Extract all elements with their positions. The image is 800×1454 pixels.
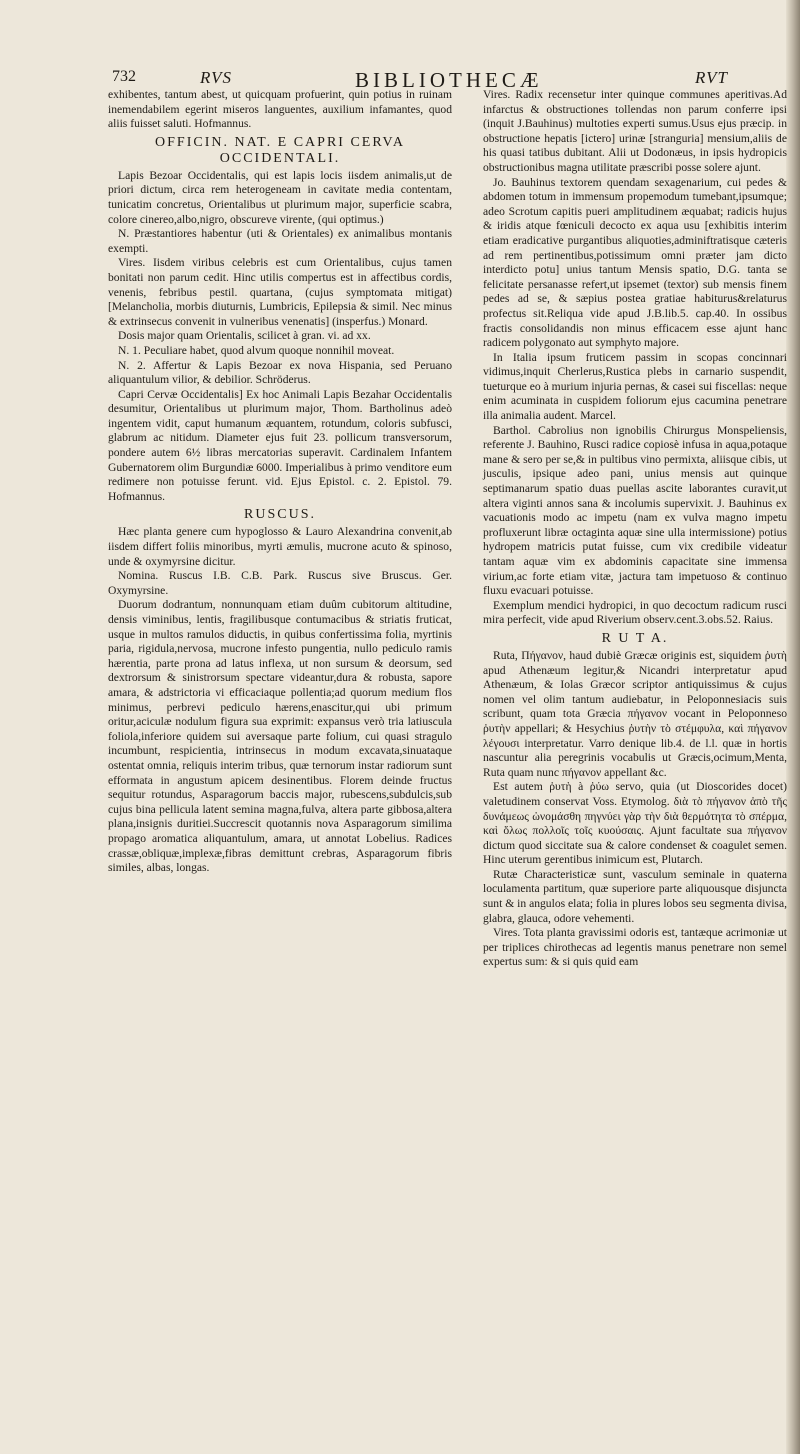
- text-paragraph: Duorum dodrantum, nonnunquam etiam duûm cubitorum altitudine, densis viminibus, lentis, fragilibusque contumacibus & striatis fruticat, usque in multos ramulos diductis, in quibus confertissima folia, myrtinis paria, rigidula,nervosa, mucrone infesto pungentia, nullo pediculo ramis hærentia, parte prona ad latus inflexa, ut non sursum & deorsum, sed dextrorsum & sinistrorsum spectare videantur,dura & robusta, sapore amara, & adstrictoria vi efficaciaque pollentia;ad quorum medium flos minimus, perbrevi pediculo hærens,enascitur,qui ubi primum oritur,aciculæ nodulum figura sua exprimit: expansus verò tria latiuscula foliola,inferiore quidem sui aversaque parte folium, cui quasi stragulo incumbunt, respicientia, intrinsecus in modum excavata,sinuataque ostentat omnia, reliquis interim tribus, quæ ternorum instar radiorum sunt efformata in angustum apicem desinentibus. Florem deinde fructus sequitur rotundus, Asparagorum baccis major, rubescens,subdulcis,sub cujus bina pellicula latent semina magna,fulva, altera parte gibbosa,altera plana,insignis duritiei.Succrescit quotannis nova Asparagorum similima propago aromatica aliquantulum, amara, ut annotat Lobelius. Radices crassæ,obliquæ,implexæ,fibras demittunt crebras, Asparagorum fibris similes, albas, longas.: [108, 598, 452, 875]
- text-paragraph: Ruta, Πήγανον, haud dubiè Græcæ originis est, siquidem ῥυτὴ apud Athenæum legitur,& Nicandri interpretatur apud Athenæum, & Iolas Græcor scriptor antiquissimus & cujus nomen vel olim tantum audiebatur, in Peloponnesiacis suis scribunt, quam tota Græcia πήγανον vocant in Peloponneso ῥυτὴν appellari; & Hesychius ῥυτὴν τὸ στέμφυλα, καὶ πήγανον λέγουσι interpretatur. Varro denique lib.4. de l.l. quæ in hortis nascuntur alia peregrinis vocabulis ut Græcis,ocimum,Menta, Ruta quam nunc πήγανον appellant &c.: [483, 648, 787, 779]
- running-head-left: RVS: [200, 68, 232, 87]
- text-paragraph: Lapis Bezoar Occidentalis, qui est lapis locis iisdem animalis,ut de priori dictum, circa rem heterogeneam in cavitate media contentam, tunicatim concretus, Orientalibus ut plurimum major, superficie scabra, colore cinereo,albo,nigro, obscureve virente, (qui optimus.): [108, 168, 452, 226]
- section-heading: RUSCUS.: [244, 507, 316, 523]
- text-paragraph: Vires. Tota planta gravissimi odoris est, tantæque acrimoniæ ut per triplices chirothecas ad legentis manus penetrare non semel expertus sum: & si quis quid eam: [483, 926, 787, 969]
- text-paragraph: Capri Cervæ Occidentalis] Ex hoc Animali Lapis Bezahar Occidentalis desumitur, Orientalibus ut plurimum major, Thom. Bartholinus adeò ingentem vidit, caput humanum æquantem, rotundum, coloris subfusci, glabrum ac nitidum. Diameter ejus fuit 23. pollicum transversorum, pondere autem 6½ libras mercatorias superavit. Cardinalem Infantem Gubernatorem olim Burgundiæ 6000. Imperialibus à primo venditore eum redimere non potuisse ferunt. vid. Ejus Epistol. c. 2. Epistol. 79. Hofmannus.: [108, 387, 452, 503]
- running-head-right: RVT: [695, 68, 728, 87]
- text-paragraph: Vires. Iisdem viribus celebris est cum Orientalibus, cujus tamen bonitati non parum cedit. Hinc utilis compertus est in affectibus cordis, venenis, febribus pestil. quartana, (cujus symptomata mitigat) [Melancholia, morbis diuturnis, Lumbricis, Epilepsia & simil. Nec minus & extrinsecus convenit in vulneribus venenatis] (insperfus.) Monard.: [108, 256, 452, 328]
- text-paragraph: Nomina. Ruscus I.B. C.B. Park. Ruscus sive Bruscus. Ger. Oxymyrsine.: [108, 569, 452, 597]
- text-paragraph: Jo. Bauhinus textorem quendam sexagenarium, cui pedes & abdomen totum in immensum propemodum tumebant,ipsumque; adeo Scrotum capitis pueri amplitudinem æquabat; radicis hujus & iridis atque fœniculi decocto ex aqua usu [exhibitis interim etiam eradicative purgantibus aliquoties,adminiftratisque cæteris ad rem pertinentibus,potissimum omni præter jam dicto interdicto potu] unius tantum Mensis spatio, D.G. tanta se felicitate persanasse refert,ut ipsemet (textor) sub mensis finem pedes ad se, & sæpius postea gratiae habiturus&relaturus profectus sit.Reliqua vide apud J.B.lib.5. cap.40. In ossibus fractis consolidandis non minus efficacem esse ajunt hanc radicem polygonato aut symphyto majore.: [483, 175, 787, 350]
- text-paragraph: N. 1. Peculiare habet, quod alvum quoque nonnihil moveat.: [118, 343, 395, 357]
- text-paragraph: Est autem ῥυτὴ à ῥύω servo, quia (ut Dioscorides docet) valetudinem conservat Voss. Etymolog. διὰ τὸ πήγανον ἀπὸ τῆς δυνάμεως ὠνομάσθη πηγνύει γὰρ τὴν διὰ θερμότητα τὸ σπέρμα, καὶ ὅλως πολλοῖς τοῖς κυούσαις. Ajunt facultate sua πήγανον dictum quod siccitate sua & calore condenset & coagulet semen. Hinc uterum gerentibus inimicum est, Plutarch.: [483, 780, 787, 867]
- text-paragraph: Dosis major quam Orientalis, scilicet à gran. vi. ad xx.: [118, 329, 371, 343]
- right-text-column: [483, 88, 787, 970]
- text-paragraph: exhibentes, tantum abest, ut quicquam profuerint, quin potius in ruinam inemendabilem egerint miseros languentes, auxilium infamantes, quod aliis fuisset saluti. Hofmannus.: [108, 88, 452, 131]
- page-edge: [786, 0, 800, 1454]
- section-heading: OFFICIN. NAT. E CAPRI CERVA OCCIDENTALI.: [155, 134, 405, 166]
- text-paragraph: Barthol. Cabrolius non ignobilis Chirurgus Monspeliensis, referente J. Bauhino, Rusci radice copiosè infusa in aqua,potaque mane & sero per se,& in pultibus vino permixta, aliisque cibis, ut jusculis, ipsique adeo pani, unius mensis aut quinque septimanarum spatio duas puellas ascite laborantes curavit,ut altera viginti annos sana & incolumis supervixit. J. Bauhinus ex vacuationis modo ac impetu (nam ex vulva magno impetu profluxerunt libræ octaginta aquæ sine ulla intermissione) potius hydropem matricis putat fuisse, cum vix credibile videatur tantam aquæ vim ex abdominis capacitate sine immensa virium,ac forte etiam vitæ, jactura tam impetuoso & continuo fluxu evacuari potuisse.: [483, 423, 787, 598]
- page-number: 732: [112, 68, 136, 85]
- left-text-column: [108, 88, 452, 876]
- text-paragraph: N. Præstantiores habentur (uti & Orientales) ex animalibus montanis exempti.: [108, 227, 452, 255]
- text-paragraph: Rutæ Characteristicæ sunt, vasculum seminale in quaterna loculamenta partitum, quæ superiore parte aliquousque disjuncta sunt & in angulos elata; folia in plures lobos seu segmenta divisa, glabra, glauca, odore vehementi.: [483, 867, 787, 925]
- text-paragraph: Hæc planta genere cum hypoglosso & Lauro Alexandrina convenit,ab iisdem differt foliis minoribus, myrti æmulis, mucrone acuto & spinoso, unde & oxymyrsine dicitur.: [108, 525, 452, 568]
- book-title: BIBLIOTHECÆ: [355, 68, 543, 92]
- text-paragraph: N. 2. Affertur & Lapis Bezoar ex nova Hispania, sed Peruano aliquantulum vilior, & debilior. Schröderus.: [108, 358, 452, 387]
- text-paragraph: In Italia ipsum fruticem passim in scopas concinnari vidimus,inquit Cherlerus,Rustica plebs in carnario suspendit, tueturque eo à murium injuria pernas, & casei sui fiscellas: neque enim acuminata in cuspidem foliorum ejus cacumina penetrare illa animalia audent. Marcel.: [483, 350, 787, 423]
- section-heading: R U T A.: [601, 630, 669, 646]
- text-paragraph: Vires. Radix recensetur inter quinque communes aperitivas.Ad infarctus & obstructiones tollendas non parum conferre ipsi (inquit J.Bauhinus) multoties experti sumus.Usus ejus præcip. in obstructione hepatis [ictero] urinæ [stranguria] mensium,aliis de his quasi tatibus dubitant. Alii ut Dodonæus, in ipsis hydropicis obstructionibus magna utilitate præscribi posse solere ajunt.: [483, 88, 787, 174]
- text-paragraph: Exemplum mendici hydropici, in quo decoctum radicum rusci mira perfecit, vide apud Riverium observ.cent.3.obs.52. Raius.: [483, 598, 787, 627]
